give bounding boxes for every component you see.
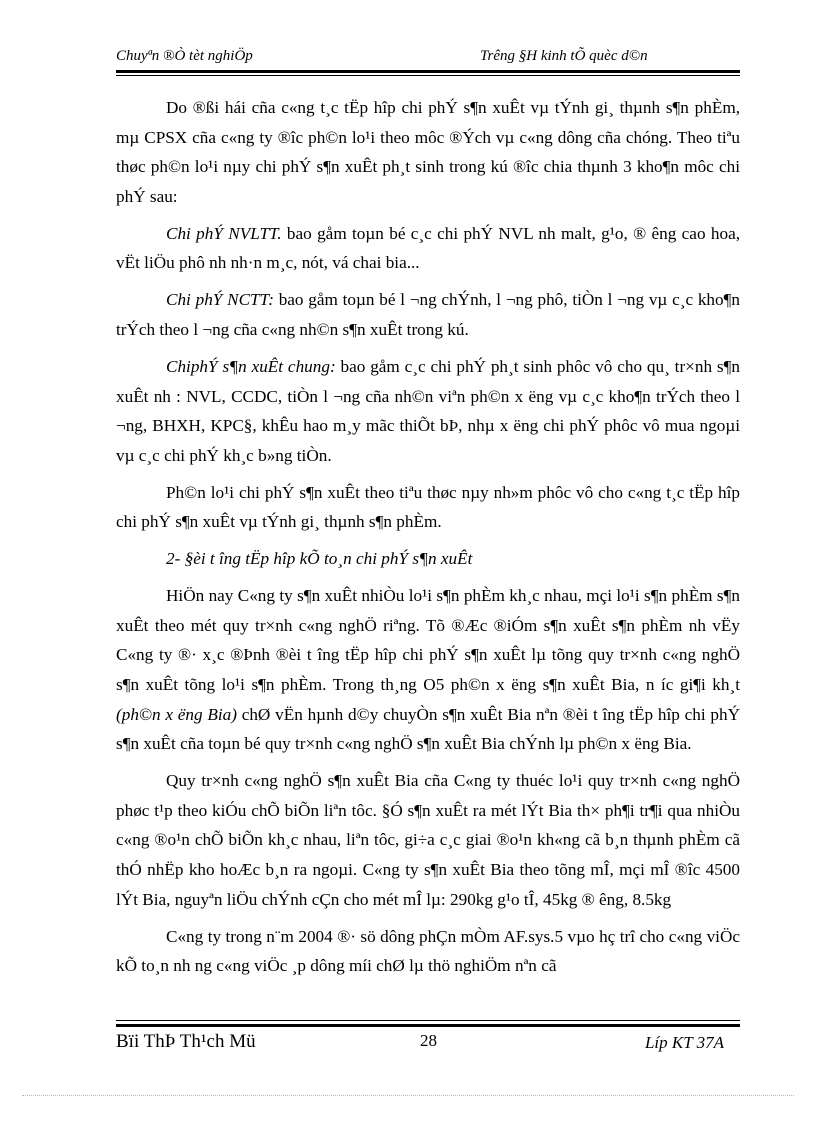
paragraph-process: Quy tr×nh c«ng nghÖ s¶n xuÊt Bia cña C«ng ty thuéc lo¹i quy tr×nh c«ng nghÖ phøc t¹p theo kiÓu chÕ biÕn liªn tôc. §Ó s¶n xuÊt ra mét lÝt Bia th× ph¶i tr¶i qua nhiÒu c«ng ®o¹n chÕ biÕn kh¸c nhau, liªn tôc, gi÷a c¸c giai ®o¹n kh«ng cã b¸n thµnh phÈm cã thÓ nhËp kho hoÆc b¸n ra ngoµi. C«ng ty s¶n xuÊt Bia theo tõng mÎ, mçi mÎ ®îc 4500 lÝt Bia, nguyªn liÖu chÝnh cÇn cho mét mÎ lµ: 290kg g¹o tÎ, 45kg ® êng, 8.5kg — [116, 771, 740, 909]
paragraph-text: chØ vËn hµnh d©y chuyÒn s¶n xuÊt Bia nªn ®èi t îng tËp hîp chi phÝ s¶n xuÊt cña toµn bé quy tr×nh c«ng nghÖ s¶n xuÊt Bia chÝnh lµ ph©n x ëng Bia. — [116, 704, 740, 754]
paragraph-classification: Ph©n lo¹i chi phÝ s¶n xuÊt theo tiªu thøc nµy nh»m phôc vô cho c«ng t¸c tËp hîp chi phÝ s¶n xuÊt vµ tÝnh gi¸ thµnh s¶n phÈm. — [116, 482, 740, 532]
paragraph-nvltt — [116, 219, 740, 278]
paragraph-object — [116, 581, 740, 759]
paragraph-italic: (ph©n x ëng Bia) — [116, 704, 237, 724]
paragraph-text: bao gåm toµn bé c¸c chi phÝ NVL nh malt, g¹o, ® êng cao hoa, vËt liÖu phô nh nh·n m¸c, nót, vá chai bia... — [116, 223, 740, 273]
page-number: 28 — [420, 1031, 437, 1050]
page-footer — [116, 1031, 740, 1057]
footer-rule-thin — [116, 1020, 740, 1021]
header-title-left: Chuyªn ®Ò tèt nghiÖp — [116, 48, 253, 64]
term-label: Chi phÝ NCTT: — [166, 290, 274, 310]
header-rule-thin — [116, 75, 740, 76]
paragraph-text: bao gåm c¸c chi phÝ ph¸t sinh phôc vô cho qu¸ tr×nh s¶n xuÊt nh : NVL, CCDC, tiÒn l ¬ng cña nh©n viªn ph©n x ëng vµ c¸c kho¶n trÝch theo l ¬ng, BHXH, KPC§, khÊu hao m¸y mãc thiÕt bÞ, nhµ x ëng chi phÝ phôc vô mua ngoµi vµ c¸c chi phÝ kh¸c b»ng tiÒn. — [116, 356, 740, 465]
footer-rule-thick — [116, 1024, 740, 1027]
paragraph-intro: Do ®ßi hái cña c«ng t¸c tËp hîp chi phÝ s¶n xuÊt vµ tÝnh gi¸ thµnh s¶n phÈm, mµ CPSX cña c«ng ty ®îc ph©n lo¹i theo môc ®Ých vµ c«ng dông cña chóng. Theo tiªu thøc ph©n lo¹i nµy chi phÝ s¶n xuÊt ph¸t sinh trong kú ®îc chia thµnh 3 kho¶n môc chi phÝ sau: — [116, 98, 740, 206]
section-heading: 2- §èi t îng tËp hîp kÕ to¸n chi phÝ s¶n xuÊt — [166, 549, 473, 569]
paragraph-text: HiÖn nay C«ng ty s¶n xuÊt nhiÒu lo¹i s¶n phÈm kh¸c nhau, mçi lo¹i s¶n phÈm s¶n xuÊt theo mét quy tr×nh c«ng nghÖ riªng. Tõ ®Æc ®iÓm s¶n xuÊt s¶n phÈm nh vËy C«ng ty ®· x¸c ®Þnh ®èi t îng tËp hîp chi phÝ s¶n xuÊt lµ tõng quy tr×nh c«ng nghÖ s¶n xuÊt tõng lo¹i s¶n phÈm. Trong th¸ng O5 ph©n x ëng s¶n xuÊt Bia, n íc gi¶i kh¸t — [116, 586, 740, 695]
author-name: Bïi ThÞ Th¹ch Mü — [116, 1031, 256, 1052]
paragraph-sxc — [116, 352, 740, 470]
header-title-right: Trêng §H kinh tÕ quèc d©n — [480, 48, 648, 64]
page-header — [116, 48, 740, 70]
paragraph-software: C«ng ty trong n¨m 2004 ®· sö dông phÇn mÒm AF.sys.5 vµo hç trî cho c«ng viÖc kÕ to¸n nh ng c«ng viÖc ¸p dông míi chØ lµ thö nghiÖm nªn cã — [116, 926, 740, 976]
paragraph-nctt — [116, 285, 740, 344]
header-rule-thick — [116, 70, 740, 73]
page-edge-divider — [22, 1095, 794, 1096]
term-label: Chi phÝ NVLTT. — [166, 223, 282, 243]
class-label: Líp KT 37A — [644, 1033, 724, 1052]
term-label: ChiphÝ s¶n xuÊt chung: — [166, 356, 336, 376]
document-body — [116, 93, 740, 988]
paragraph-text: bao gåm toµn bé l ¬ng chÝnh, l ¬ng phô, tiÒn l ¬ng vµ c¸c kho¶n trÝch theo l ¬ng cña c«ng nh©n s¶n xuÊt trong kú. — [116, 290, 741, 339]
